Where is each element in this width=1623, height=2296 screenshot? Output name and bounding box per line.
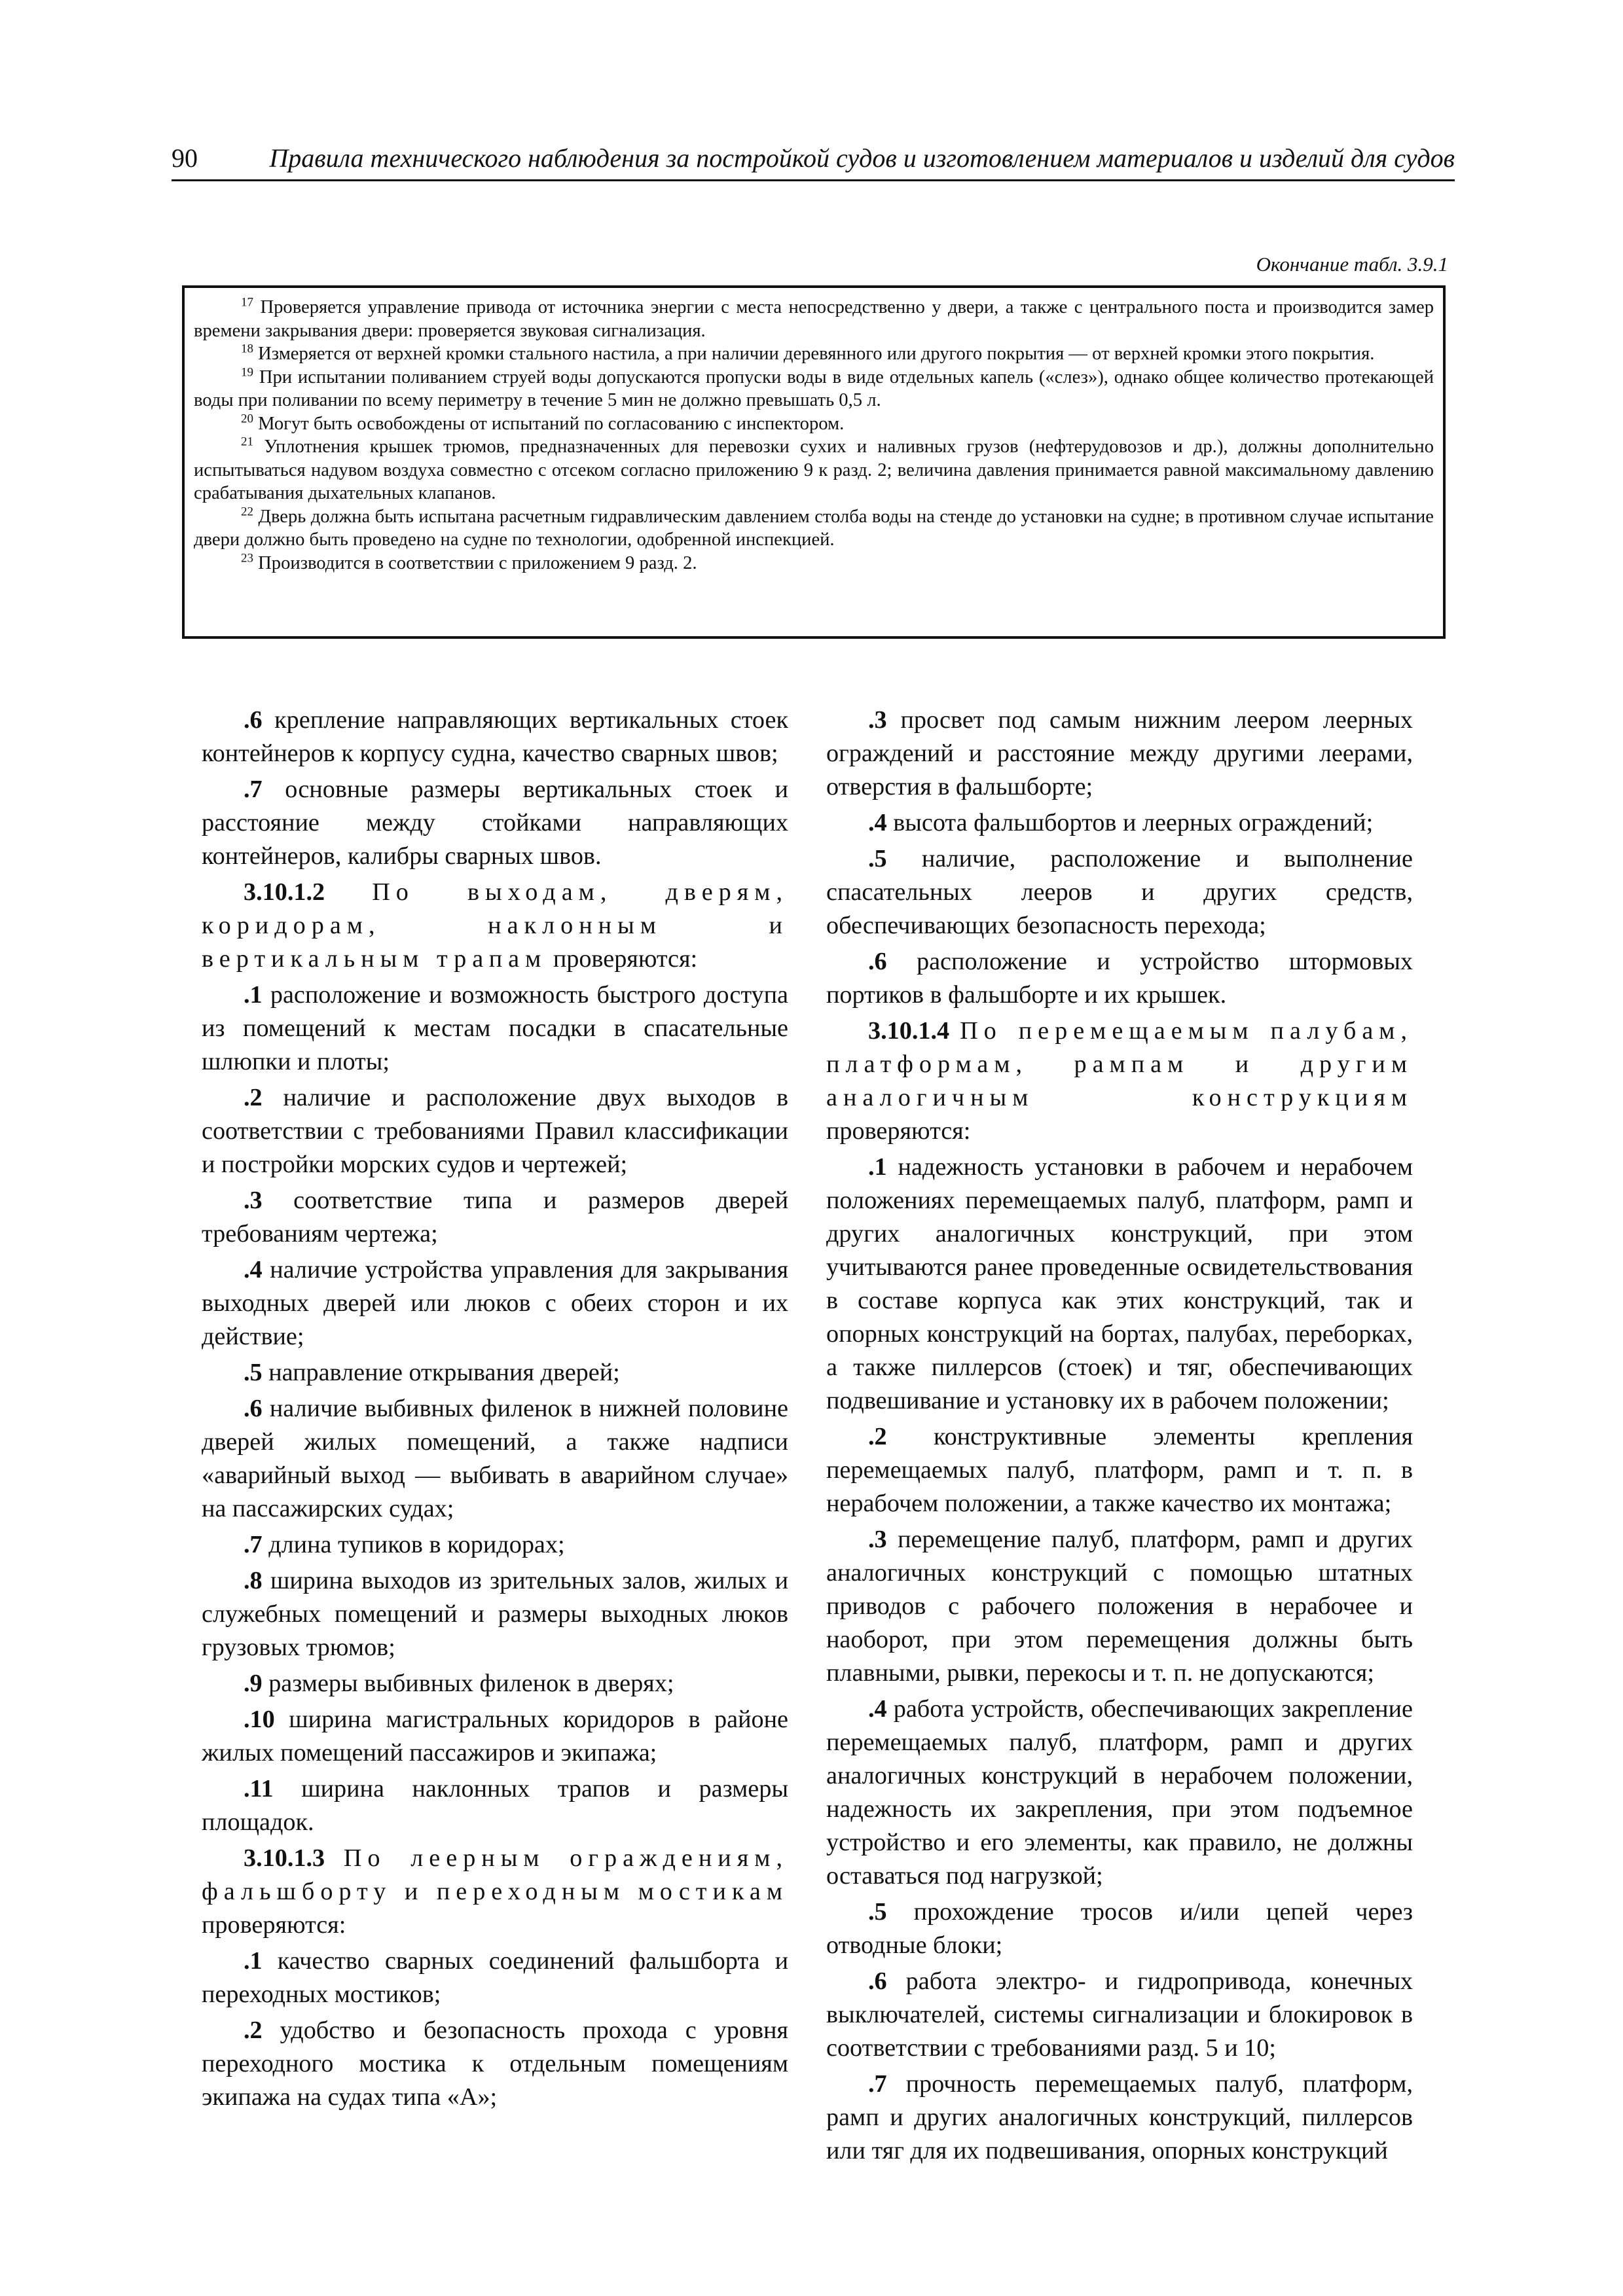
list-item: .1 качество сварных соединений фальшборта и переходных мостиков; xyxy=(202,1947,789,2008)
list-item: .7 основные размеры вертикальных стоек и расстояние между стойками направляющих контейнеров, калибры сварных швов. xyxy=(202,776,788,870)
footnote: $^{17}$ Проверяется управление привода от источника энергии с места непосредственно у двери, а также с центрального поста и производится замер времени закрывания двери: проверяется звуковая сигнализация. xyxy=(194,295,1434,341)
footnote: $^{21}$ Уплотнения крышек трюмов, предназначенных для перевозки сухих и наливных грузов (нефтерудовозов и др.), должны дополнительно испытываться надувом воздуха совместно с отсеком согласно приложению 9 к разд. 2; величина давления принимается равной максимальному давлению срабатывания дыхательных клапанов. xyxy=(194,435,1434,503)
list-item: .1 расположение и возможность быстрого доступа из помещений к местам посадки в спасательные шлюпки и плоты; xyxy=(202,981,789,1075)
list-item: .3 просвет под самым нижним леером леерных ограждений и расстояние между другими леерами, отверстия в фальшборте; xyxy=(826,706,1413,800)
table-continuation-label: Окончание табл. 3.9.1 xyxy=(1256,253,1448,276)
footnote: $^{22}$ Дверь должна быть испытана расчетным гидравлическим давлением столба воды на стенде до установки на судне; в противном случае испытание двери должно быть проведено на судне по технологии, одобренной инспекцией. xyxy=(194,504,1434,550)
footnotes-box xyxy=(182,285,1446,639)
running-title: Правила технического наблюдения за постройкой судов и изготовлением материалов и изделий для судов xyxy=(269,143,1455,173)
list-item: .10 ширина магистральных коридоров в районе жилых помещений пассажиров и экипажа; xyxy=(202,1706,789,1767)
footnote: $^{18}$ Измеряется от верхней кромки стального настила, а при наличии деревянного или другого покрытия — от верхней кромки этого покрытия. xyxy=(241,342,1375,364)
list-item: .1 надежность установки в рабочем и нерабочем положениях перемещаемых палуб, платформ, рамп и других аналогичных конструкций, при этом учитываются ранее проведенные освидетельствования в составе корпуса как этих конструкций, так и опорных конструкций на бортах, палубах, переборках, а также пиллерсов (стоек) и тяг, обеспечивающих подвешивание и установку их в рабочем положении; xyxy=(826,1153,1413,1414)
right-column xyxy=(826,704,1413,2170)
list-item: .2 наличие и расположение двух выходов в соответствии с требованиями Правил классификации и постройки морских судов и чертежей; xyxy=(202,1084,789,1178)
section-heading-3-10-1-4: 3.10.1.4 По перемещаемым палубам, платформам, рампам и другим аналогичным конструкциям проверяются: xyxy=(826,1017,1413,1145)
footnote: $^{19}$ При испытании поливанием струей воды допускаются пропуски воды в виде отдельных капель («слез»), однако общее количество протекающей воды при поливании по всему периметру в течение 5 мин не должно превышать 0,5 л. xyxy=(194,365,1434,410)
list-item: .7 прочность перемещаемых палуб, платформ, рамп и других аналогичных конструкций, пиллерсов или тяг для их подвешивания, опорных конструкций xyxy=(826,2070,1413,2164)
list-item: .9 размеры выбивных филенок в дверях; xyxy=(244,1670,674,1697)
footnote: $^{20}$ Могут быть освобождены от испытаний по согласованию с инспектором. xyxy=(241,411,845,434)
list-item: .11 ширина наклонных трапов и размеры площадок. xyxy=(202,1775,788,1836)
section-heading-3-10-1-2: 3.10.1.2 По выходам, дверям, коридорам, наклонным и вертикальным трапам проверяются: xyxy=(202,878,789,973)
list-item: .4 работа устройств, обеспечивающих закрепление перемещаемых палуб, платформ, рамп и других аналогичных конструкций в нерабочем положении, надежность их закрепления, при этом подъемное устройство и его элементы, как правило, не должны оставаться под нагрузкой; xyxy=(826,1695,1413,1890)
list-item: .7 длина тупиков в коридорах; xyxy=(244,1531,565,1558)
left-column xyxy=(202,704,788,2117)
list-item: .2 конструктивные элементы крепления перемещаемых палуб, платформ, рамп и т. п. в нерабочем положении, а также качество их монтажа; xyxy=(826,1423,1413,1517)
list-item: .4 наличие устройства управления для закрывания выходных дверей или люков с обеих сторон и их действие; xyxy=(202,1256,789,1350)
list-item: .6 наличие выбивных филенок в нижней половине дверей жилых помещений, а также надписи «аварийный выход — выбивать в аварийном случае» на пассажирских судах; xyxy=(202,1395,788,1522)
list-item: .6 крепление направляющих вертикальных стоек контейнеров к корпусу судна, качество сварных швов; xyxy=(202,706,788,767)
list-item: .5 направление открывания дверей; xyxy=(244,1359,620,1386)
list-item: .5 наличие, расположение и выполнение спасательных лееров и других средств, обеспечивающих безопасность перехода; xyxy=(826,845,1413,939)
list-item: .2 удобство и безопасность прохода с уровня переходного мостика к отдельным помещениям экипажа на судах типа «А»; xyxy=(202,2017,788,2111)
list-item: .4 высота фальшбортов и леерных ограждений; xyxy=(868,809,1374,836)
list-item: .3 перемещение палуб, платформ, рамп и других аналогичных конструкций с помощью штатных приводов с рабочего положения в нерабочее и наоборот, при этом перемещения должны быть плавными, рывки, перекосы и т. п. не допускаются; xyxy=(826,1526,1413,1687)
list-item: .6 работа электро- и гидропривода, конечных выключателей, системы сигнализации и блокировок в соответствии с требованиями разд. 5 и 10; xyxy=(826,1967,1413,2062)
list-item: .3 соответствие типа и размеров дверей требованиям чертежа; xyxy=(202,1187,789,1247)
list-item: .5 прохождение тросов и/или цепей через отводные блоки; xyxy=(826,1898,1413,1959)
page-number: 90 xyxy=(172,143,198,173)
footnote: $^{23}$ Производится в соответствии с приложением 9 разд. 2. xyxy=(241,550,697,573)
list-item: .8 ширина выходов из зрительных залов, жилых и служебных помещений и размеры выходных люков грузовых трюмов; xyxy=(202,1567,789,1661)
list-item: .6 расположение и устройство штормовых портиков в фальшборте и их крышек. xyxy=(826,948,1413,1009)
section-heading-3-10-1-3: 3.10.1.3 По леерным ограждениям, фальшборту и переходным мостикам проверяются: xyxy=(202,1844,788,1939)
page-header xyxy=(172,143,1455,181)
